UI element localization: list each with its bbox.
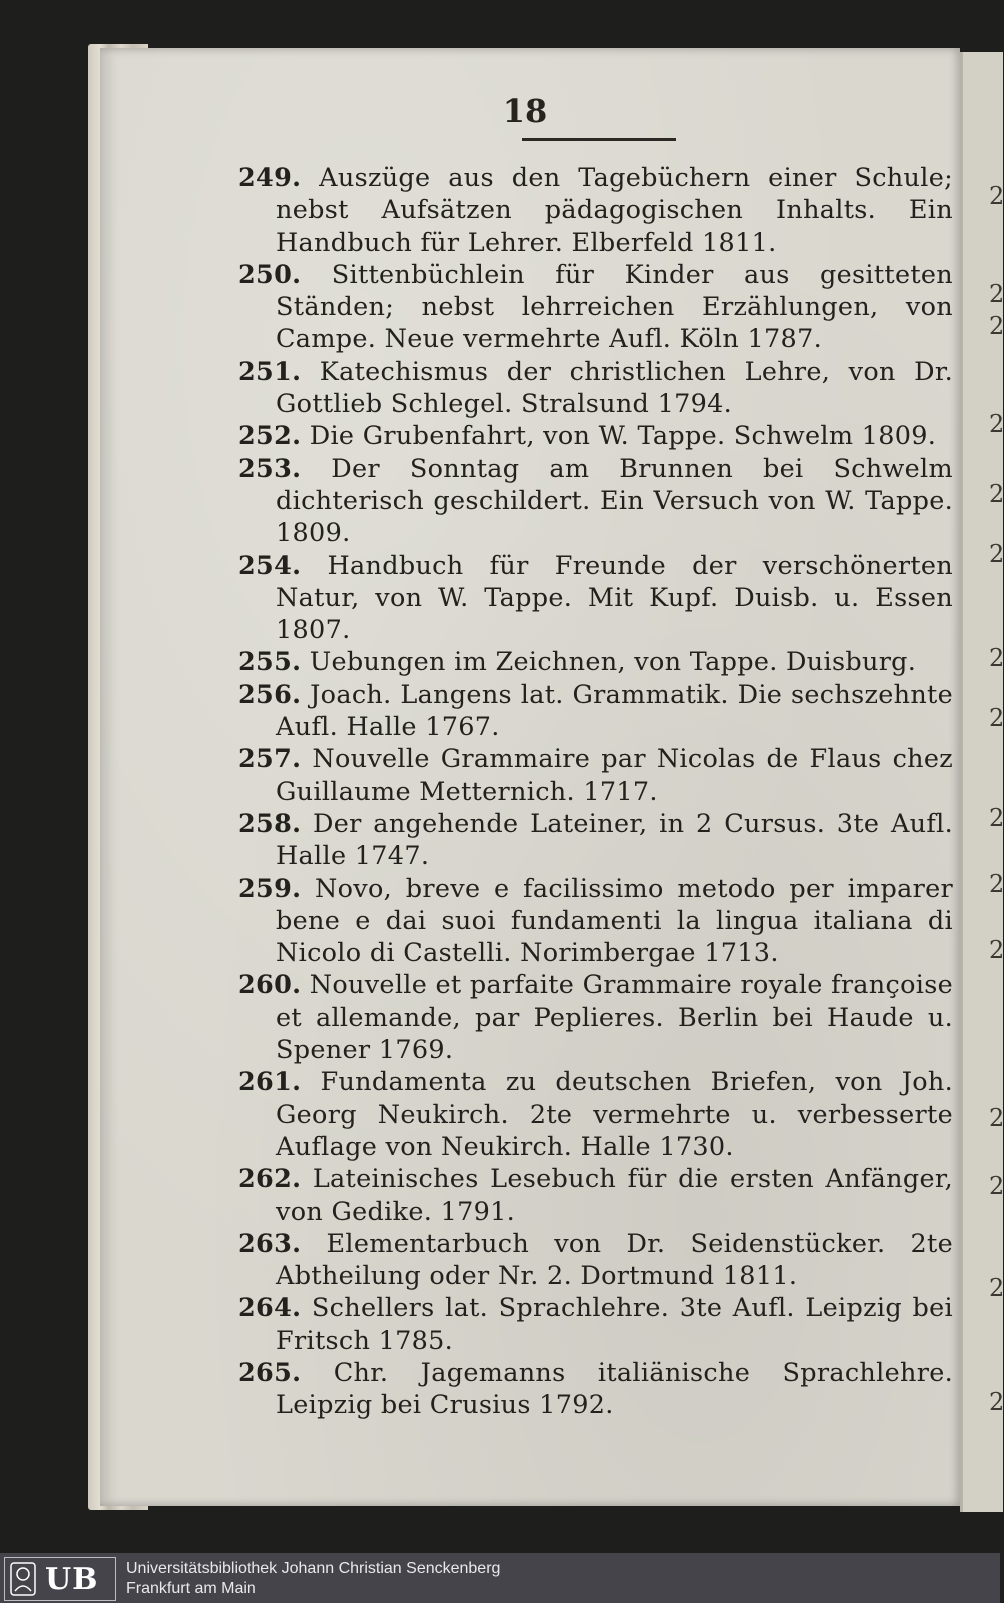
entry-text: Schellers lat. Sprachlehre. 3te Aufl. Leipzig bei Fritsch 1785. [276,1293,953,1356]
institution-name [126,1559,500,1599]
entry-text: Der Sonntag am Brunnen bei Schwelm dichterisch geschildert. Ein Versuch von W. Tappe. 1809. [276,453,953,549]
entry-number: 249. [238,163,302,193]
entry-text: Auszüge aus den Tagebüchern einer Schule; nebst Aufsätzen pädagogischen Inhalts. Ein Handbuch für Lehrer. Elberfeld 1811. [276,163,953,258]
next-page-fragment: 2 [989,1104,1004,1132]
header-rule [522,138,676,141]
catalog-entry [238,743,953,808]
entry-text: Der angehende Lateiner, in 2 Cursus. 3te Aufl. Halle 1747. [276,808,953,872]
catalog-entry [238,162,953,259]
entry-text: Elementarbuch von Dr. Seidenstücker. 2te Abtheilung oder Nr. 2. Dortmund 1811. [276,1228,953,1292]
entry-text: Nouvelle Grammaire par Nicolas de Flaus chez Guillaume Metternich. 1717. [276,744,953,807]
entry-number: 263. [238,1228,302,1259]
catalog-entry [238,679,953,744]
logo-text: UB [45,1561,99,1597]
next-page-fragment: 2 [989,1274,1004,1302]
institution-line-1: Universitätsbibliothek Johann Christian Senckenberg [126,1560,501,1577]
entry-number: 260. [238,970,302,1001]
next-page-fragment: 2 [989,870,1004,898]
entry-number: 264. [238,1293,302,1324]
entry-text: Uebungen im Zeichnen, von Tappe. Duisburg. [309,647,917,678]
next-page-fragment: 2 [989,280,1004,308]
catalog-entry [238,646,953,678]
catalog-entry [238,1228,953,1293]
catalog-entry [238,420,953,452]
entry-text: Lateinisches Lesebuch für die ersten Anfänger, von Gedike. 1791. [276,1164,953,1227]
next-page-fragment: 2 [989,540,1004,568]
catalog-entry [238,1292,953,1357]
entry-number: 258. [238,808,302,839]
catalog-entry [238,453,953,550]
entry-text: Nouvelle et parfaite Grammaire royale françoise et allemande, par Peplieres. Berlin bei Haude u. Spener 1769. [276,970,953,1066]
library-footer [0,1553,1000,1603]
entry-text: Sittenbüchlein für Kinder aus gesitteten Ständen; nebst lehrreichen Erzählungen, von Campe. Neue vermehrte Aufl. Köln 1787. [276,259,953,355]
next-page-fragment: 2 [989,704,1004,732]
catalog-entry [238,356,953,421]
catalog-entry [238,969,953,1066]
entry-number: 254. [238,550,302,581]
next-page-fragment: 2 [989,644,1004,672]
catalog-entry [238,1163,953,1228]
next-page-fragment: 2 [989,1388,1004,1416]
library-logo[interactable] [4,1557,116,1601]
catalog-entry [238,808,953,873]
next-page-fragment: 2 [989,804,1004,832]
entry-number: 261. [238,1067,302,1098]
entry-text: Novo, breve e facilissimo metodo per imparer bene e dai suoi fundamenti la lingua italiana di Nicolo di Castelli. Norimbergae 1713. [276,873,954,969]
entry-number: 250. [238,259,302,290]
entry-text: Fundamenta zu deutschen Briefen, von Joh. Georg Neukirch. 2te vermehrte u. verbesserte Auflage von Neukirch. Halle 1730. [276,1067,953,1162]
next-page-fragment: 2 [989,410,1004,438]
entry-number: 265. [238,1357,302,1388]
catalog-entry [238,1066,953,1163]
entry-number: 256. [238,679,302,710]
entry-number: 255. [238,647,302,678]
catalog-entry [238,873,953,970]
entry-number: 251. [238,356,302,387]
entry-text: Handbuch für Freunde der verschönerten Natur, von W. Tappe. Mit Kupf. Duisb. u. Essen 1807. [276,550,953,646]
entry-text: Die Grubenfahrt, von W. Tappe. Schwelm 1809. [309,421,937,452]
entry-number: 253. [238,453,302,484]
next-page-edge [960,52,1003,1512]
next-page-fragment: 2 [989,936,1004,964]
catalog-entries [238,162,953,1422]
institution-line-2: Frankfurt am Main [126,1580,256,1597]
next-page-fragment: 2 [989,1172,1004,1200]
entry-number: 252. [238,421,302,452]
next-page-fragment: 2 [989,312,1004,340]
entry-number: 262. [238,1164,302,1195]
next-page-fragment: 2 [989,182,1004,210]
senckenberg-emblem-icon [9,1561,37,1597]
catalog-entry [238,259,953,356]
entry-text: Chr. Jagemanns italiänische Sprachlehre. Leipzig bei Crusius 1792. [276,1357,953,1421]
page-number: 18 [502,92,548,130]
catalog-entry [238,1357,953,1422]
entry-number: 259. [238,873,302,904]
entry-number: 257. [238,744,302,775]
catalog-entry [238,550,953,647]
entry-text: Katechismus der christlichen Lehre, von Dr. Gottlieb Schlegel. Stralsund 1794. [276,356,953,420]
next-page-fragment: 2 [989,480,1004,508]
entry-text: Joach. Langens lat. Grammatik. Die sechszehnte Aufl. Halle 1767. [276,679,953,743]
